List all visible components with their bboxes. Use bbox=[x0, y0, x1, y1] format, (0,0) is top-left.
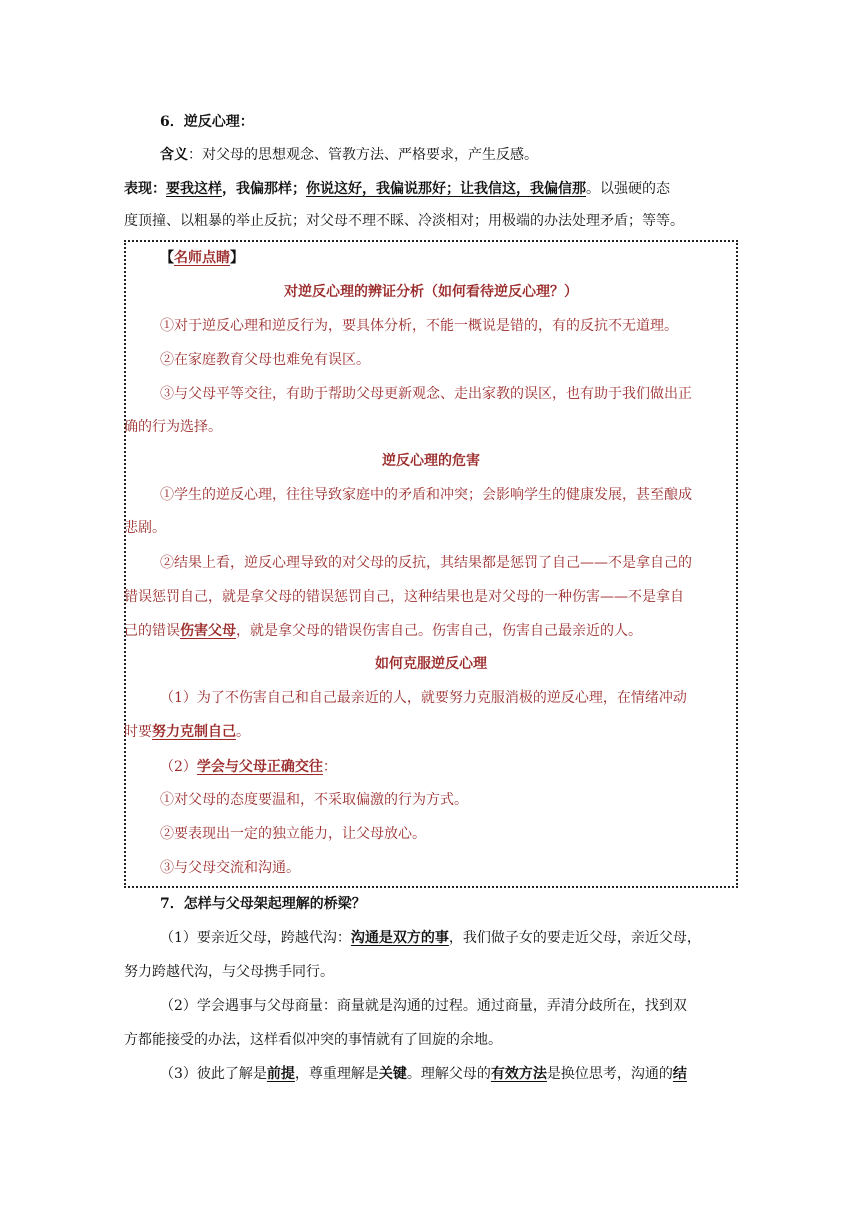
overcome-item-1-line-1: （1）为了不伤害自己和自己最亲近的人，就要努力克服消极的逆反心理，在情绪冲动 bbox=[160, 690, 687, 706]
harm-item-2-line-1: ②结果上看，逆反心理导致的对父母的反抗，其结果都是惩罚了自己——不是拿自己的 bbox=[160, 555, 692, 571]
harm-item-1-line-2: 悲剧。 bbox=[124, 520, 166, 536]
expression-label: 表现： bbox=[124, 181, 166, 197]
overcome-item-2 bbox=[160, 757, 337, 777]
analysis-item-1: ①对于逆反心理和逆反行为，要具体分析，不能一概说是错的，有的反抗不无道理。 bbox=[160, 318, 678, 334]
s7-point-1-line-1 bbox=[160, 928, 701, 948]
expression-underlined-1: 要我这样 bbox=[166, 181, 222, 197]
harm-line3-underlined: 伤害父母 bbox=[180, 623, 236, 639]
overcome-item2-underlined: 学会与父母正确交往 bbox=[196, 759, 323, 775]
overcome-sub-2: ②要表现出一定的独立能力，让父母放心。 bbox=[160, 826, 426, 842]
box-heading-harm: 逆反心理的危害 bbox=[382, 453, 480, 469]
s7-p3-key: 关键 bbox=[378, 1066, 407, 1082]
harm-line3-post: ，就是拿父母的错误伤害自己。伤害自己，伤害自己最亲近的人。 bbox=[236, 623, 642, 639]
box-heading-overcome: 如何克服逆反心理 bbox=[375, 656, 487, 672]
meaning-text: ：对父母的思想观念、管教方法、严格要求，产生反感。 bbox=[188, 147, 538, 163]
s7-p1-pre: （1）要亲近父母，跨越代沟： bbox=[160, 930, 351, 946]
s7-p3-a: （3）彼此了解是 bbox=[160, 1066, 267, 1082]
s7-p1-underlined: 沟通是双方的事 bbox=[350, 930, 449, 946]
tag-bracket-open: 【 bbox=[160, 250, 174, 266]
overcome-line2-pre: 时要 bbox=[124, 724, 152, 740]
overcome-line2-post: 。 bbox=[236, 724, 250, 740]
harm-item-1-line-1: ①学生的逆反心理，往往导致家庭中的矛盾和冲突；会影响学生的健康发展，甚至酿成 bbox=[160, 487, 692, 503]
s7-point-2-line-2: 方都能接受的办法，这样看似冲突的事情就有了回旋的余地。 bbox=[124, 1032, 502, 1048]
expression-line-1 bbox=[124, 179, 670, 199]
expression-text-1: ，我偏那样； bbox=[222, 181, 306, 197]
analysis-item-3-line-2: 确的行为选择。 bbox=[124, 419, 222, 435]
s7-point-2-line-1: （2）学会遇事与父母商量：商量就是沟通的过程。通过商量，弄清分歧所在，找到双 bbox=[160, 998, 687, 1014]
analysis-item-2: ②在家庭教育父母也难免有误区。 bbox=[160, 352, 370, 368]
overcome-sub-3: ③与父母交流和沟通。 bbox=[160, 860, 300, 876]
overcome-item2-post: ： bbox=[322, 759, 337, 775]
harm-item-2-line-3 bbox=[124, 621, 642, 641]
harm-line3-pre: 己的错误 bbox=[124, 623, 180, 639]
harm-item-2-line-2: 错误惩罚自己，就是拿父母的错误惩罚自己，这种结果也是对父母的一种伤害——不是拿自 bbox=[124, 589, 684, 605]
overcome-item2-pre: （2） bbox=[160, 759, 197, 775]
overcome-line2-underlined: 努力克制自己 bbox=[152, 724, 236, 740]
box-heading-analysis: 对逆反心理的辨证分析（如何看待逆反心理？） bbox=[284, 284, 578, 300]
s7-p3-premise: 前提 bbox=[266, 1066, 295, 1082]
meaning-label: 含义 bbox=[160, 147, 188, 163]
tag-bracket-close: 】 bbox=[230, 250, 244, 266]
s7-point-1-line-2: 努力跨越代沟，与父母携手同行。 bbox=[124, 964, 334, 980]
section-7-heading: 7．怎样与父母架起理解的桥梁？ bbox=[160, 896, 366, 912]
analysis-item-3-line-1: ③与父母平等交往，有助于帮助父母更新观念、走出家教的误区，也有助于我们做出正 bbox=[160, 386, 692, 402]
section-6-heading: 6．逆反心理： bbox=[160, 114, 254, 130]
overcome-sub-1: ①对父母的态度要温和，不采取偏激的行为方式。 bbox=[160, 792, 468, 808]
expression-text-2: 。以强硬的态 bbox=[586, 181, 670, 197]
s7-p3-g: 是换位思考，沟通的 bbox=[546, 1066, 673, 1082]
s7-point-3-line-1 bbox=[160, 1064, 687, 1084]
s7-p3-effective-method: 有效方法 bbox=[490, 1066, 547, 1082]
s7-p3-h: 结 bbox=[672, 1066, 687, 1082]
expression-line-2: 度顶撞、以粗暴的举止反抗；对父母不理不睬、冷淡相对；用极端的办法处理矛盾；等等。 bbox=[124, 213, 684, 229]
s7-p1-post: ，我们做子女的要走近父母，亲近父母， bbox=[448, 930, 701, 946]
meaning-line bbox=[160, 145, 538, 165]
teacher-tips-tag bbox=[160, 248, 244, 268]
s7-p3-c: ，尊重理解是 bbox=[294, 1066, 379, 1082]
s7-p3-e: 。理解父母的 bbox=[406, 1066, 491, 1082]
expression-underlined-2: 你说这好，我偏说那好；让我信这，我偏信那 bbox=[306, 181, 586, 197]
tag-text: 名师点睛 bbox=[174, 250, 230, 266]
overcome-item-1-line-2 bbox=[124, 722, 250, 742]
